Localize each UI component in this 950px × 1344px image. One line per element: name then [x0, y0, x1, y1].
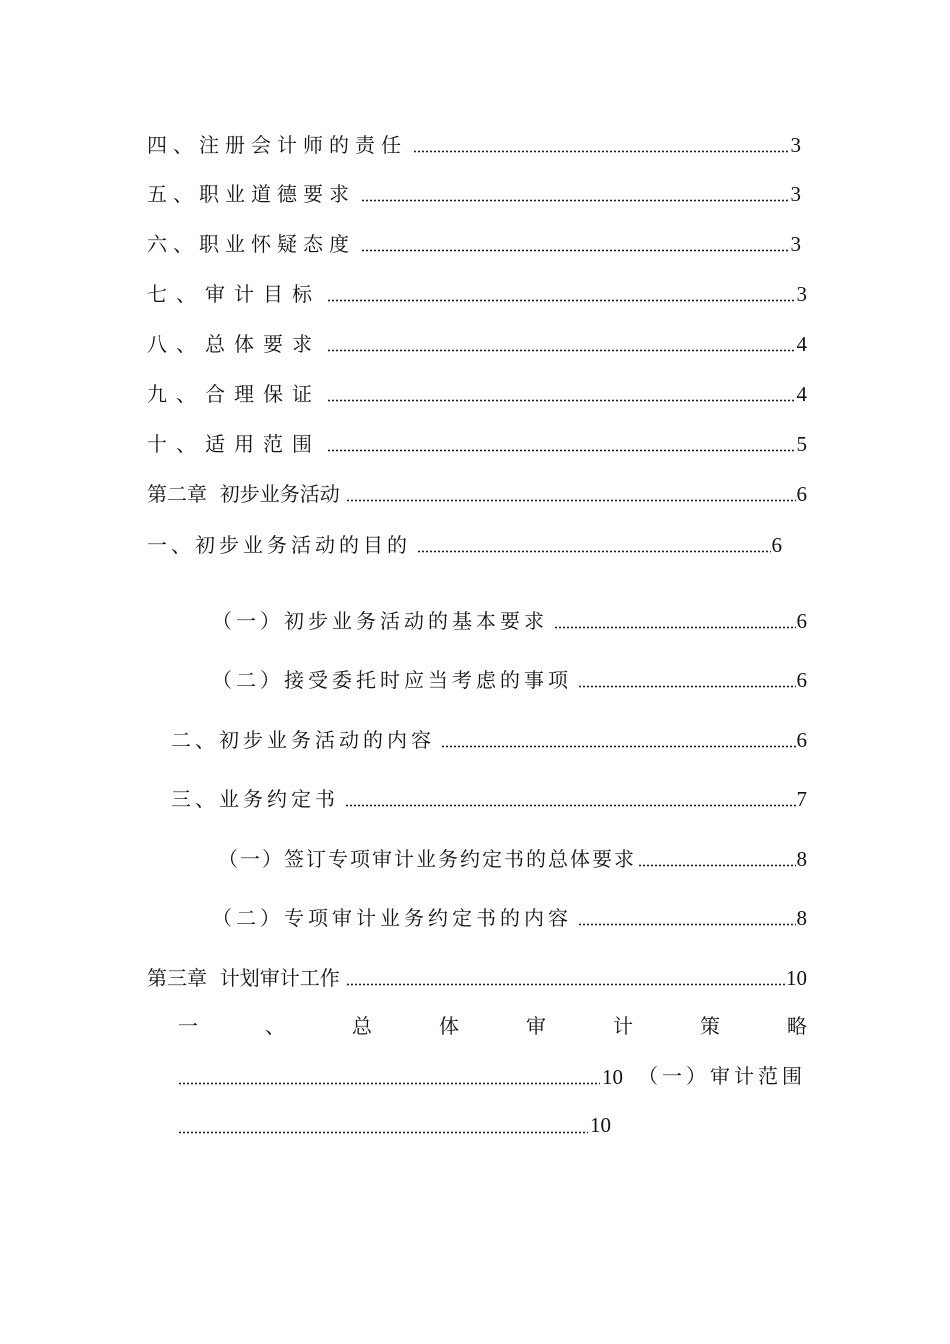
toc-entry-page: 6	[796, 668, 807, 692]
toc-subentry[interactable]	[212, 905, 807, 931]
toc-leader-dots	[346, 983, 785, 986]
toc-entry-char: 审	[526, 1014, 546, 1038]
toc-entry[interactable]	[147, 132, 807, 158]
toc-leader-dots	[578, 685, 796, 688]
toc-entry-char: 总	[352, 1014, 372, 1038]
toc-entry[interactable]	[147, 381, 807, 407]
toc-entry[interactable]	[147, 181, 807, 207]
toc-entry-title: 一、初步业务活动的目的	[147, 533, 411, 557]
toc-entry-title: 九、合理保证	[147, 382, 321, 406]
toc-entry[interactable]	[147, 231, 807, 257]
toc-chapter-entry[interactable]	[147, 481, 807, 507]
toc-entry-page: 6	[796, 609, 807, 633]
toc-entry-title: 六、职业怀疑态度	[147, 232, 355, 256]
toc-entry-page: 6	[771, 533, 782, 557]
toc-entry-char: 计	[613, 1014, 633, 1038]
toc-entry[interactable]	[147, 431, 807, 457]
toc-leader-dots	[638, 864, 796, 867]
toc-entry-page: 6	[796, 482, 807, 506]
toc-leader-dots	[178, 1082, 600, 1085]
toc-entry-page: 3	[790, 133, 807, 157]
toc-leader-dots	[327, 349, 796, 352]
toc-entry-title: 五、职业道德要求	[147, 182, 355, 206]
toc-chapter-entry[interactable]	[147, 965, 807, 991]
toc-entry-char: 策	[700, 1014, 720, 1038]
toc-entry-title: （二）接受委托时应当考虑的事项	[212, 668, 572, 692]
toc-entry-char: 、	[265, 1014, 285, 1038]
toc-entry-char: 一	[178, 1014, 198, 1038]
toc-entry-page: 4	[796, 382, 807, 406]
toc-leader-dots	[346, 499, 796, 502]
toc-leader-dots	[361, 249, 790, 252]
toc-leader-dots	[327, 299, 796, 302]
toc-entry-page: 8	[796, 847, 807, 871]
toc-subentry[interactable]	[212, 667, 807, 693]
toc-leader-dots	[327, 449, 796, 452]
toc-entry[interactable]	[147, 331, 807, 357]
toc-entry-title: （一）初步业务活动的基本要求	[212, 609, 548, 633]
toc-entry-title: 八、总体要求	[147, 332, 321, 356]
toc-entry-title: 四、注册会计师的责任	[147, 133, 407, 157]
toc-entry-page: 3	[796, 282, 807, 306]
toc-subentry[interactable]	[218, 846, 807, 872]
toc-entry-title: 第三章 计划审计工作	[147, 966, 340, 990]
toc-leader-dots	[178, 1131, 588, 1134]
toc-entry-title[interactable]: （一）审计范围	[638, 1064, 806, 1088]
toc-leader-dots	[327, 399, 796, 402]
toc-entry-title: 十、适用范围	[147, 432, 321, 456]
toc-entry-page: 10	[590, 1113, 611, 1137]
toc-entry-title: 七、审计目标	[147, 282, 321, 306]
toc-leader-dots	[578, 923, 796, 926]
toc-entry-title: （二）专项审计业务约定书的内容	[212, 906, 572, 930]
toc-entry[interactable]	[147, 532, 782, 558]
toc-entry-page: 3	[790, 182, 807, 206]
toc-entry-justified[interactable]	[178, 1013, 807, 1039]
toc-subentry[interactable]	[212, 608, 807, 634]
toc-entry[interactable]	[147, 281, 807, 307]
toc-leader-dots	[345, 804, 796, 807]
toc-entry-title: （一）签订专项审计业务约定书的总体要求	[218, 847, 636, 871]
toc-entry-page: 4	[796, 332, 807, 356]
toc-entry-page: 10	[786, 966, 807, 990]
toc-entry-page: 10	[602, 1065, 623, 1089]
toc-entry[interactable]	[171, 727, 807, 753]
toc-entry-page: 8	[796, 906, 807, 930]
toc-entry-page: 6	[796, 728, 807, 752]
toc-entry-title: 二、初步业务活动的内容	[171, 728, 435, 752]
toc-leader-dots	[554, 626, 796, 629]
toc-leader-dots	[441, 745, 796, 748]
toc-leader-dots	[413, 150, 790, 153]
toc-entry-char: 体	[439, 1014, 459, 1038]
toc-leader-dots	[361, 199, 790, 202]
toc-entry-page: 5	[796, 432, 807, 456]
toc-entry-title: 三、业务约定书	[171, 787, 339, 811]
toc-entry-title: 第二章 初步业务活动	[147, 482, 340, 506]
toc-entry[interactable]	[171, 786, 807, 812]
toc-entry-page: 3	[790, 232, 807, 256]
toc-leader-dots	[417, 550, 771, 553]
toc-entry-page: 7	[796, 787, 807, 811]
toc-entry-char: 略	[787, 1014, 807, 1038]
